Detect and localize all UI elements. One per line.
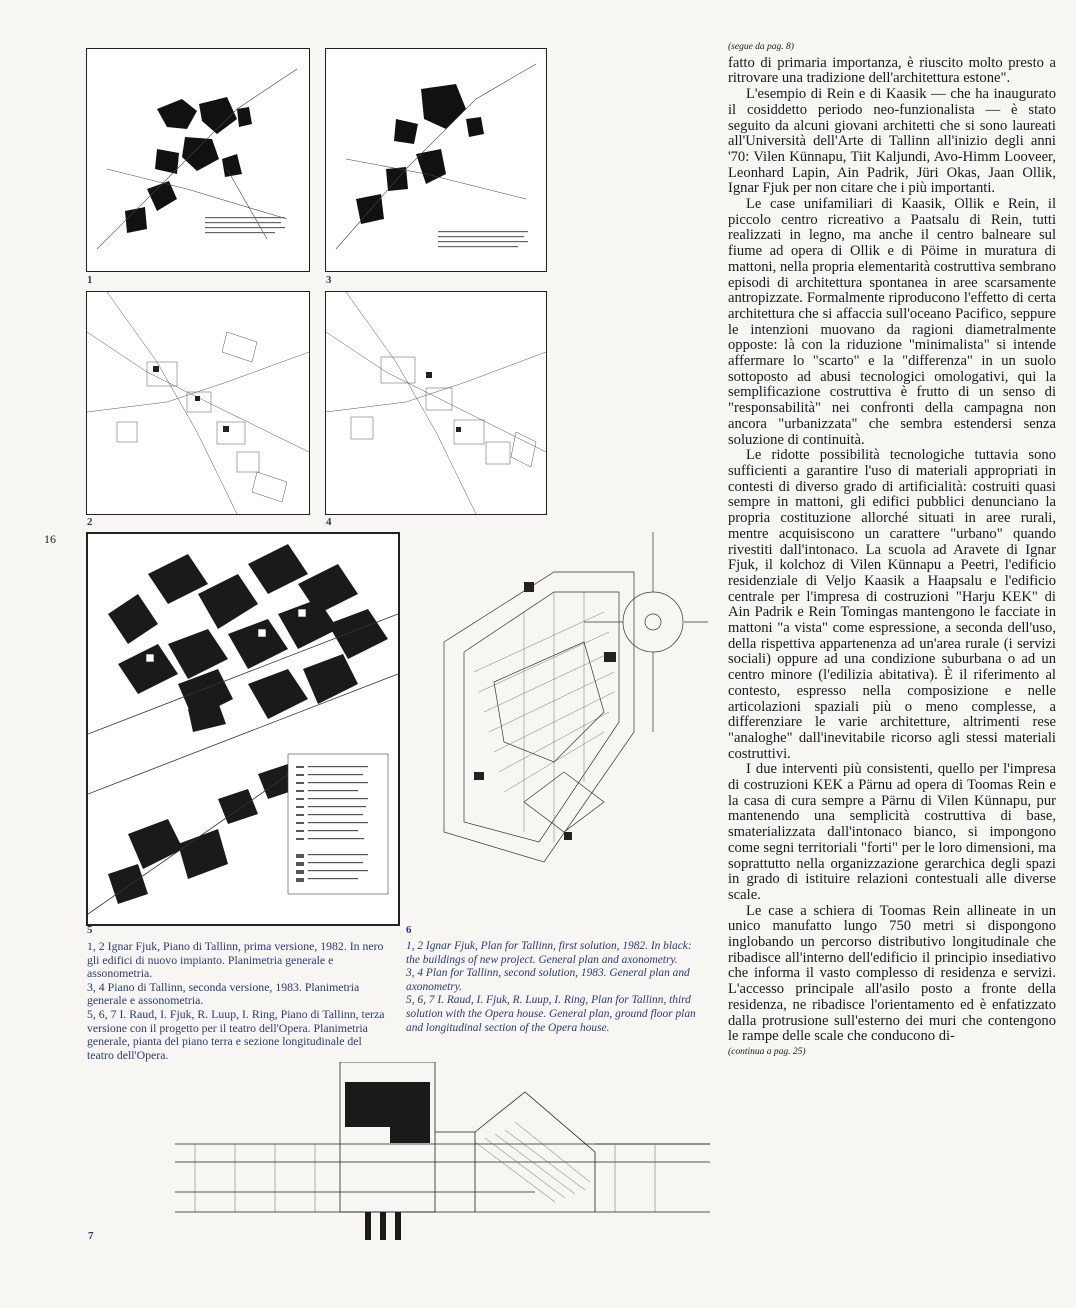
continued-on-note: (continua a pag. 25) (728, 1047, 806, 1057)
figure-6-drawing (404, 532, 708, 922)
figure-6-number: 6 (406, 924, 412, 936)
caption-en-3: 5, 6, 7 I. Raud, I. Fjuk, R. Luup, I. Ring, Plan for Tallinn, third solution with the Opera house. General plan, ground floor plan and longitudinal section of the Opera house. (406, 994, 696, 1034)
figure-4-axonometry (325, 291, 547, 515)
figure-1-plan (86, 48, 310, 272)
figure-4-drawing (326, 292, 546, 514)
figure-2-number: 2 (87, 516, 93, 528)
figure-2-drawing (87, 292, 309, 514)
figure-7-section (175, 1062, 710, 1252)
caption-it-1: 1, 2 Ignar Fjuk, Piano di Tallinn, prima versione, 1982. In nero gli edifici di nuovo impianto. Planimetria generale e assonometria. (87, 939, 384, 981)
caption-italian (87, 940, 387, 1062)
figure-1-number: 1 (87, 274, 93, 286)
paragraph-3: Le case unifamiliari di Kaasik, Ollik e Rein, il piccolo centro ricreativo a Paatsalu di Rein, tutti realizzati in legno, ma anche il centro balneare sul fiume ad opera di Ollik e di Pöime in muratura di mattoni, nella propria elementarità costruttiva sembrano episodi di architettura spontanea in aree scarsamente antropizzate. Formalmente riproducono l'effetto di certa architettura che si affaccia sull'oceano Pacifico, seppure le intenzioni muovano da ragioni diametralmente opposte: là con la riduzione "minimalista" si intende affermare lo "scarto" e la "differenza" in un suolo sottoposto ad abusi tecnologici omologativi, qui la semplificazione costruttiva è frutto di un senso di "responsabilità" nei confronti della campagna non ancora "urbanizzata" che sembra estendersi senza soluzione di continuità. (728, 196, 1056, 448)
paragraph-1: fatto di primaria importanza, è riuscito molto presto a ritrovare una tradizione dell'architettura estone". (728, 54, 1056, 87)
figure-6-ground-floor-plan (404, 532, 708, 922)
paragraph-2: L'esempio di Rein e di Kaasik — che ha inaugurato il cosiddetto periodo neo-funzionalista — è stato seguito da alcuni giovani architetti che si sono laureati all'Università dell'Arte di Tallinn all'inizio degli anni '70: Vilen Künnapu, Tiit Kaljundi, Avo-Himm Looveer, Leonhard Lapin, Ain Padrik, Jüri Okas, Jaan Ollik, Ignar Fjuk per non citare che i più importanti. (728, 86, 1056, 197)
paragraph-6: Le case a schiera di Toomas Rein allineate in un unico manufatto lungo 750 metri si dispongono inglobando un percorso distributivo longitudinale che ribadisce all'interno dell'edificio il principio insediativo che informa il vasto complesso di residenza e servizi. L'accesso principale all'asilo posto a fronte della residenza, ne ribadisce l'orientamento ed è enfatizzato dalla protrusione sull'esterno dei muri che contengono le rampe delle scale che conducono di- (728, 902, 1056, 1045)
caption-it-2: 3, 4 Piano di Tallinn, seconda versione, 1983. Planimetria generale e assonometria. (87, 979, 360, 1008)
paragraph-4: Le ridotte possibilità tecnologiche tuttavia sono sufficienti a garantire l'uso di materiali appropriati in contesti di diverso grado di artificialità: costruiti quasi sempre in mattoni, gli edifici pubblici denunciano la propria costituzione allorché situati in aree rurali, mentre acquisiscono un carattere "urbano" quando rivestiti dall'intonaco. La scuola ad Aravete di Ignar Fjuk, il kolchoz di Vilen Künnapu a Peetri, l'edificio residenziale di Veljo Kaasik a Haapsalu e l'edificio centrale per l'impresa di costruzioni "Harju KEK" di Ain Padrik e Rein Tomingas mantengono le facciate in mattoni "a vista" come espressione, a seconda dell'uso, della rispettiva appartenenza ad un'area rurale (i servizi sociali) oppure ad una condizione suburbana o ad un centro minore (l'edilizia abitativa). È il riferimento al contesto, espresso nella composizione e nelle articolazioni spaziali più o meno complesse, a differenziare le varie architetture, altrimenti rese "analoghe" dall'inevitabile ricorso agli stessi materiali costruttivi. (728, 447, 1056, 762)
figure-5-number: 5 (87, 924, 93, 936)
figure-1-drawing (87, 49, 309, 271)
figure-2-axonometry (86, 291, 310, 515)
page-number: 16 (44, 532, 56, 546)
caption-en-2: 3, 4 Plan for Tallinn, second solution, 1983. General plan and axonometry. (406, 967, 690, 993)
figure-3-plan (325, 48, 547, 272)
continued-from-note: (segue da pag. 8) (728, 42, 794, 52)
caption-it-3: 5, 6, 7 I. Raud, I. Fjuk, R. Luup, I. Ring, Piano di Tallinn, terza versione con il progetto per il teatro dell'Opera. Planimetria generale, pianta del piano terra e sezione longitudinale del teatro dell'Opera. (87, 1006, 385, 1062)
figure-7-number: 7 (88, 1230, 94, 1242)
figure-4-number: 4 (326, 516, 332, 528)
figure-3-drawing (326, 49, 546, 271)
figure-5-drawing (88, 534, 398, 924)
body-text-column (728, 40, 1056, 1061)
figure-3-number: 3 (326, 274, 332, 286)
paragraph-5: I due interventi più consistenti, quello per l'impresa di costruzioni KEK a Pärnu ad opera di Toomas Rein e la casa di cura sempre a Pärnu di Vilen Künnapu, pur mantenendo una semplicità costruttiva di base, smaterializzata dall'intonaco bianco, si impongono come segni territoriali "forti" per le loro dimensioni, ma soprattutto nella organizzazione gerarchica degli spazi in grado di istituire relazioni contestuali alle diverse scale. (728, 761, 1056, 903)
figure-5-general-plan (86, 532, 400, 926)
figure-7-drawing (175, 1062, 710, 1252)
caption-en-1: 1, 2 Ignar Fjuk, Plan for Tallinn, first solution, 1982. In black: the buildings of new project. General plan and axonometry. (406, 940, 692, 966)
caption-english (406, 940, 706, 1035)
